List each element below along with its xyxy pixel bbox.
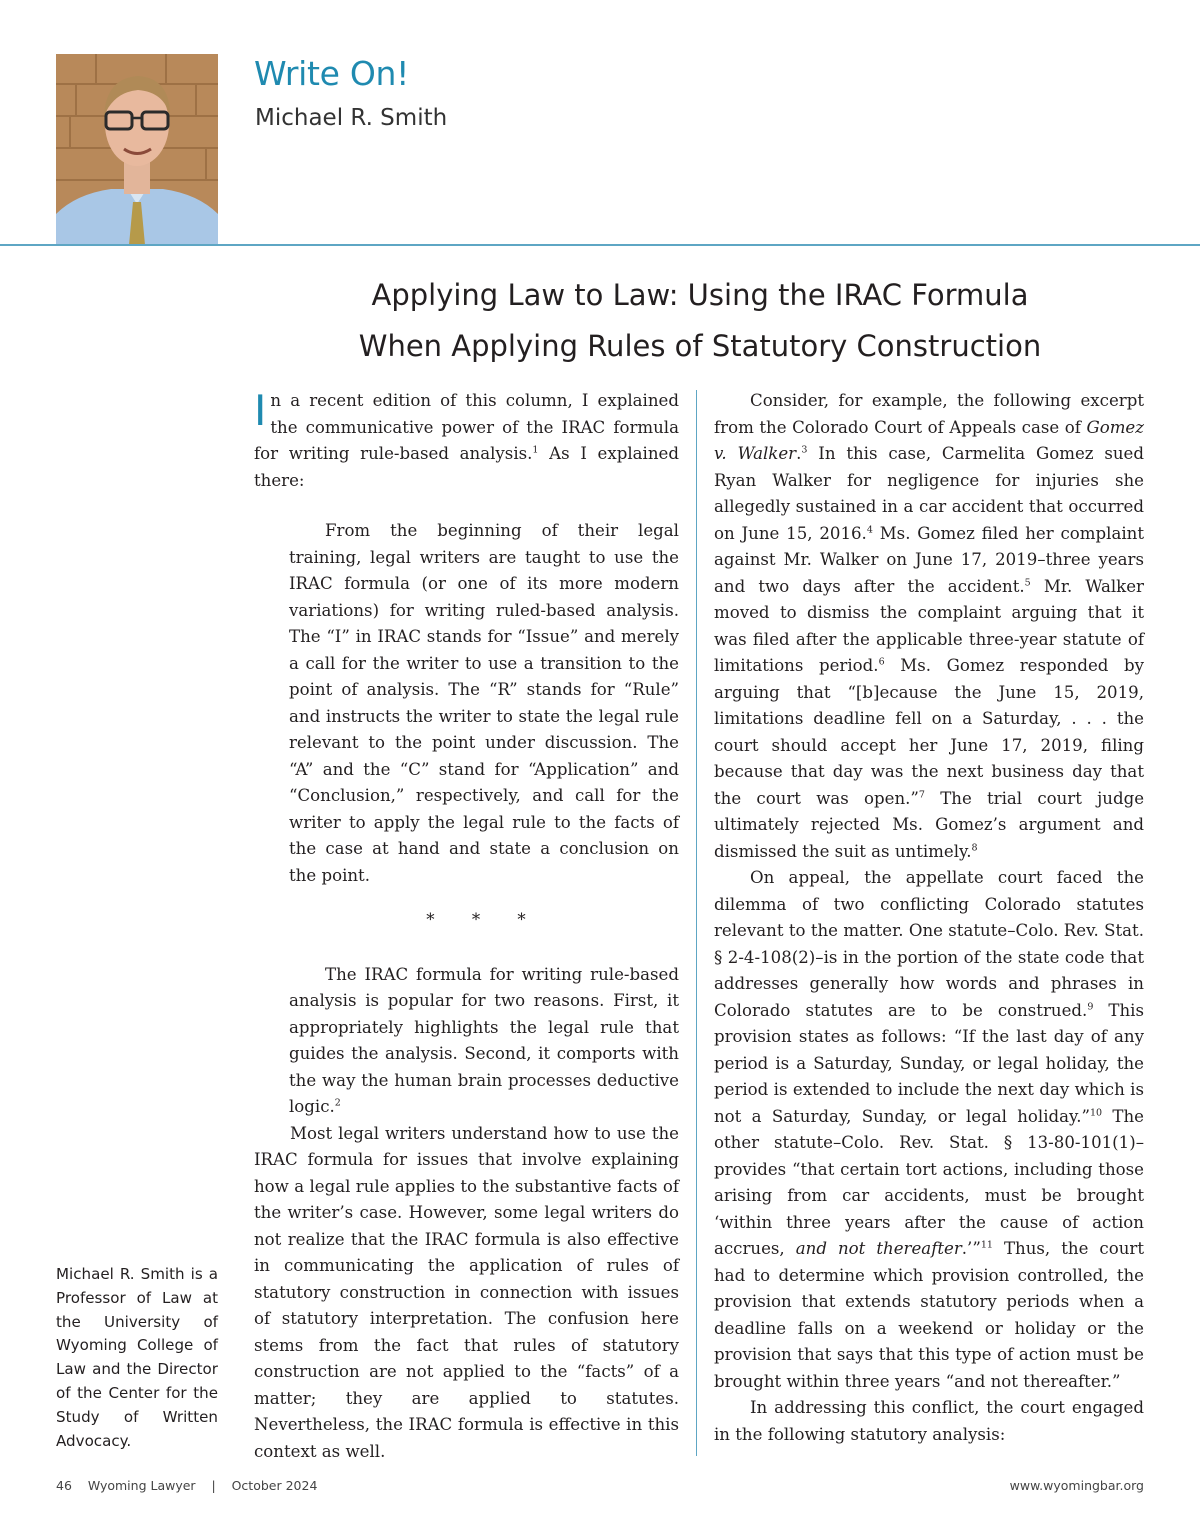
- footnote-ref-1: 1: [532, 444, 539, 456]
- website-link[interactable]: www.wyomingbar.org: [1009, 1478, 1144, 1493]
- footnote-ref-11: 11: [980, 1239, 993, 1251]
- footnote-ref-6: 6: [878, 656, 885, 668]
- footnote-ref-8: 8: [971, 841, 978, 853]
- case-name: Gomez v. Walker: [714, 417, 1144, 463]
- footnote-ref-4: 4: [866, 523, 873, 535]
- footnote-ref-7: 7: [918, 788, 925, 800]
- footnote-ref-10: 10: [1090, 1106, 1103, 1118]
- author-bio: Michael R. Smith is a Professor of Law at the University of Wyoming College of Law and the Director of the Center for the Study of Written Advocacy.: [56, 1265, 218, 1450]
- section-separator: * * *: [426, 910, 542, 929]
- footnote-ref-3: 3: [801, 444, 808, 456]
- footnote-ref-2: 2: [334, 1097, 341, 1109]
- page-footer: [56, 1478, 1144, 1498]
- column-right: [714, 388, 1144, 1448]
- block-quote-1: From the beginning of their legal training, legal writers are taught to use the IRAC formula (or one of its more modern variations) for writing ruled-based analysis. The “I” in IRAC stands for “Issue” and merely a call for the writer to use a transition to the point of analysis. The “R” stands for “Rule” and instructs the writer to state the legal rule relevant to the point under discussion. The “A” and the “C” stand for “Application” and “Conclusion,” respectively, and call for the writer to apply the legal rule to the facts of the case at hand and state a conclusion on the point.: [289, 521, 679, 885]
- author-name: Michael R. Smith: [255, 105, 448, 131]
- article-title: [250, 270, 1150, 372]
- footer-separator: |: [211, 1478, 216, 1493]
- intro-paragraph: In a recent edition of this column, I explained the communicative power of the IRAC formula for writing rule-based analysis.$^1$ As I explained there:: [254, 386, 679, 490]
- column-left: [254, 388, 679, 1465]
- block-quote-2: The IRAC formula for writing rule-based analysis is popular for two reasons. First, it appropriately highlights the legal rule that guides the analysis. Second, it comports with the way the human brain processes deductive logic.$^2$: [289, 964, 679, 1116]
- paragraph-2: Most legal writers understand how to use the IRAC formula for issues that involve explaining how a legal rule applies to the substantive facts of the writer’s case. However, some legal writers do not realize that the IRAC formula is also effective in communicating the application of rules of statutory construction in connection with issues of statutory interpretation. The confusion here stems from the fact that rules of statutory construction are not applied to the “facts” of a matter; they are applied to statutes. Nevertheless, the IRAC formula is effective in this context as well.: [254, 1123, 679, 1461]
- drop-cap: I: [254, 386, 267, 435]
- publication-name: Wyoming Lawyer: [87, 1478, 196, 1493]
- header-rule: [0, 244, 1200, 246]
- paragraph-4: On appeal, the appellate court faced the dilemma of two conflicting Colorado statutes relevant to the matter. One statute–Colo. Rev. Stat. § 2-4-108(2)–is in the portion of the state code that addresses generally how words and phrases in Colorado statutes are to be construed.$^9$ This provision states as follows: “If the last day of any period is a Saturday, Sunday, or legal holiday, the period is extended to include the next day which is not a Saturday, Sunday, or legal holiday.”$^{10}$ The other statute–Colo. Rev. Stat. § 13-80-101(1)–provides “that certain tort actions, including those arising from car accidents, must be brought ‘within three years after the cause of action accrues, and not thereafter.’”$^{11}$ Thus, the court had to determine which provision controlled, the provision that extends statutory periods when a deadline falls on a weekend or holiday or the provision that says that this type of action must be brought within three years “and not thereafter.”: [714, 868, 1144, 1391]
- footnote-ref-5: 5: [1024, 576, 1031, 588]
- paragraph-5: In addressing this conflict, the court engaged in the following statutory analysis:: [714, 1398, 1144, 1444]
- author-photo: [56, 54, 218, 245]
- page-number: 46: [56, 1478, 72, 1493]
- article-title-line-2: When Applying Rules of Statutory Construction: [358, 329, 1042, 363]
- issue-date: October 2024: [231, 1478, 318, 1493]
- footer-left: [56, 1478, 317, 1493]
- column-title: Write On!: [254, 54, 410, 93]
- paragraph-3: Consider, for example, the following excerpt from the Colorado Court of Appeals case of Gomez v. Walker.$^3$ In this case, Carmelita Gomez sued Ryan Walker for negligence for injuries she allegedly sustained in a car accident that occurred on June 15, 2016.$^4$ Ms. Gomez filed her complaint against Mr. Walker on June 17, 2019–three years and two days after the accident.$^5$ Mr. Walker moved to dismiss the complaint arguing that it was filed after the applicable three-year statute of limitations period.$^6$ Ms. Gomez responded by arguing that “[b]ecause the June 15, 2019, limitations deadline fell on a Saturday, . . . the court should accept her June 17, 2019, filing because that day was the next business day that the court was open.”$^7$ The trial court judge ultimately rejected Ms. Gomez’s argument and dismissed the suit as untimely.$^8$: [714, 391, 1145, 861]
- footnote-ref-9: 9: [1087, 1000, 1094, 1012]
- article-title-line-1: Applying Law to Law: Using the IRAC Formula: [371, 278, 1029, 312]
- column-divider: [696, 390, 697, 1456]
